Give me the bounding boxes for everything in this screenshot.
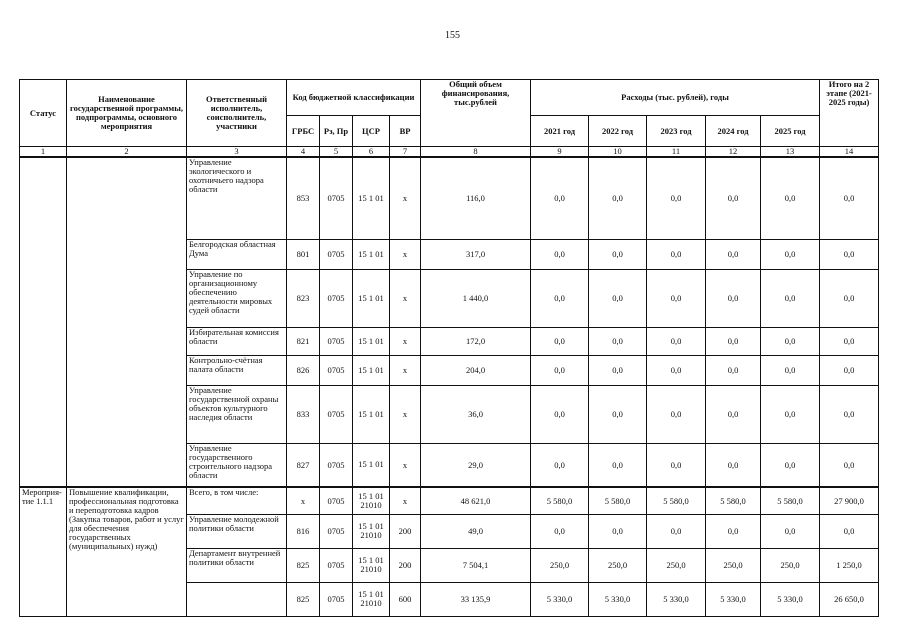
rzpr-cell: 0705: [320, 385, 353, 443]
column-number: 13: [761, 147, 820, 158]
y2024-cell: 0,0: [706, 327, 761, 355]
total-cell: 33 135,9: [421, 582, 531, 616]
y2021-cell: 0,0: [531, 157, 589, 239]
y2023-cell: 0,0: [647, 514, 706, 548]
column-number: 10: [589, 147, 647, 158]
grbs-cell: х: [287, 487, 320, 514]
grbs-cell: 825: [287, 582, 320, 616]
grbs-cell: 826: [287, 355, 320, 385]
header-year-2022: 2022 год: [589, 116, 647, 147]
header-grbs: ГРБС: [287, 116, 320, 147]
rzpr-cell: 0705: [320, 548, 353, 582]
y2021-cell: 0,0: [531, 514, 589, 548]
column-number: 7: [390, 147, 421, 158]
column-number: 8: [421, 147, 531, 158]
header-csr: ЦСР: [353, 116, 390, 147]
executor-cell: Управление государственного строительного надзора области: [187, 443, 287, 487]
vr-cell: х: [390, 157, 421, 239]
csr-cell: 15 1 01 21010: [353, 582, 390, 616]
budget-table: [19, 79, 879, 617]
rzpr-cell: 0705: [320, 327, 353, 355]
total-cell: 172,0: [421, 327, 531, 355]
y2025-cell: 0,0: [761, 157, 820, 239]
total-cell: 116,0: [421, 157, 531, 239]
header-total-financing: Общий объем финансирования, тыс.рублей: [421, 80, 531, 147]
y2023-cell: 0,0: [647, 443, 706, 487]
sum-cell: 0,0: [820, 355, 879, 385]
header-year-2025: 2025 год: [761, 116, 820, 147]
column-number: 3: [187, 147, 287, 158]
executor-cell: Управление молодежной политики области: [187, 514, 287, 548]
csr-cell: 15 1 01: [353, 355, 390, 385]
y2025-cell: 0,0: [761, 385, 820, 443]
executor-cell: Белгородская областная Дума: [187, 239, 287, 269]
header-year-2021: 2021 год: [531, 116, 589, 147]
vr-cell: х: [390, 269, 421, 327]
rzpr-cell: 0705: [320, 514, 353, 548]
grbs-cell: 833: [287, 385, 320, 443]
sum-cell: 0,0: [820, 514, 879, 548]
y2025-cell: 5 580,0: [761, 487, 820, 514]
y2023-cell: 0,0: [647, 269, 706, 327]
column-number: 1: [20, 147, 67, 158]
total-cell: 1 440,0: [421, 269, 531, 327]
name-cell: [67, 157, 187, 487]
y2024-cell: 0,0: [706, 239, 761, 269]
vr-cell: х: [390, 239, 421, 269]
executor-cell: Управление экологического и охотничьего надзора области: [187, 157, 287, 239]
grbs-cell: 816: [287, 514, 320, 548]
csr-cell: 15 1 01: [353, 157, 390, 239]
column-number: 2: [67, 147, 187, 158]
sum-cell: 0,0: [820, 443, 879, 487]
y2022-cell: 0,0: [589, 443, 647, 487]
y2024-cell: 0,0: [706, 269, 761, 327]
header-year-2023: 2023 год: [647, 116, 706, 147]
total-cell: 317,0: [421, 239, 531, 269]
y2025-cell: 0,0: [761, 355, 820, 385]
total-cell: 48 621,0: [421, 487, 531, 514]
y2024-cell: 0,0: [706, 514, 761, 548]
header-rzpr: Рз, Пр: [320, 116, 353, 147]
header-executor: Ответственный исполнитель, соисполнитель, участники: [187, 80, 287, 147]
y2025-cell: 0,0: [761, 443, 820, 487]
csr-cell: 15 1 01 21010: [353, 487, 390, 514]
csr-cell: 15 1 01: [353, 239, 390, 269]
total-cell: 7 504,1: [421, 548, 531, 582]
vr-cell: х: [390, 355, 421, 385]
grbs-cell: 827: [287, 443, 320, 487]
vr-cell: х: [390, 487, 421, 514]
rzpr-cell: 0705: [320, 355, 353, 385]
header-expenses: Расходы (тыс. рублей), годы: [531, 80, 820, 116]
y2025-cell: 0,0: [761, 327, 820, 355]
total-cell: 49,0: [421, 514, 531, 548]
y2025-cell: 0,0: [761, 239, 820, 269]
column-number: 14: [820, 147, 879, 158]
y2021-cell: 0,0: [531, 385, 589, 443]
executor-cell: Управление по организационному обеспечению деятельности мировых судей области: [187, 269, 287, 327]
csr-cell: 15 1 01: [353, 385, 390, 443]
csr-cell: 15 1 01 21010: [353, 514, 390, 548]
executor-cell: Избирательная комиссия области: [187, 327, 287, 355]
y2022-cell: 250,0: [589, 548, 647, 582]
y2023-cell: 5 330,0: [647, 582, 706, 616]
column-number: 12: [706, 147, 761, 158]
table-row: [20, 157, 879, 239]
column-number: 6: [353, 147, 390, 158]
csr-cell: 15 1 01: [353, 443, 390, 487]
grbs-cell: 801: [287, 239, 320, 269]
y2021-cell: 0,0: [531, 239, 589, 269]
rzpr-cell: 0705: [320, 487, 353, 514]
y2024-cell: 0,0: [706, 355, 761, 385]
header-status: Статус: [20, 80, 67, 147]
rzpr-cell: 0705: [320, 443, 353, 487]
y2024-cell: 5 330,0: [706, 582, 761, 616]
column-number-row: [20, 147, 879, 158]
y2021-cell: 0,0: [531, 269, 589, 327]
y2021-cell: 0,0: [531, 355, 589, 385]
executor-cell: [187, 582, 287, 616]
column-number: 11: [647, 147, 706, 158]
y2023-cell: 0,0: [647, 239, 706, 269]
header-name: Наименование государственной программы, подпрограммы, основного мероприятия: [67, 80, 187, 147]
vr-cell: 200: [390, 514, 421, 548]
vr-cell: 200: [390, 548, 421, 582]
y2022-cell: 0,0: [589, 157, 647, 239]
header-vr: ВР: [390, 116, 421, 147]
header-total-stage: Итого на 2 этапе (2021-2025 годы): [820, 80, 879, 147]
rzpr-cell: 0705: [320, 157, 353, 239]
y2021-cell: 0,0: [531, 443, 589, 487]
y2025-cell: 250,0: [761, 548, 820, 582]
rzpr-cell: 0705: [320, 269, 353, 327]
y2024-cell: 0,0: [706, 385, 761, 443]
y2025-cell: 0,0: [761, 514, 820, 548]
total-cell: 36,0: [421, 385, 531, 443]
sum-cell: 0,0: [820, 269, 879, 327]
y2022-cell: 0,0: [589, 514, 647, 548]
y2022-cell: 0,0: [589, 239, 647, 269]
grbs-cell: 825: [287, 548, 320, 582]
sum-cell: 1 250,0: [820, 548, 879, 582]
header-year-2024: 2024 год: [706, 116, 761, 147]
vr-cell: х: [390, 443, 421, 487]
grbs-cell: 821: [287, 327, 320, 355]
status-cell: [20, 157, 67, 487]
sum-cell: 0,0: [820, 327, 879, 355]
y2022-cell: 5 580,0: [589, 487, 647, 514]
header-budget-code: Код бюджетной классификации: [287, 80, 421, 116]
vr-cell: х: [390, 327, 421, 355]
y2022-cell: 0,0: [589, 385, 647, 443]
y2022-cell: 0,0: [589, 269, 647, 327]
name-cell: Повышение квалификации, профессиональная подготовка и переподготовка кадров (Закупка товаров, работ и услуг для обеспечения государственных (муниципальных) нужд): [67, 487, 187, 616]
rzpr-cell: 0705: [320, 239, 353, 269]
y2021-cell: 5 580,0: [531, 487, 589, 514]
y2022-cell: 0,0: [589, 355, 647, 385]
y2021-cell: 5 330,0: [531, 582, 589, 616]
sum-cell: 0,0: [820, 239, 879, 269]
y2025-cell: 5 330,0: [761, 582, 820, 616]
y2023-cell: 5 580,0: [647, 487, 706, 514]
column-number: 5: [320, 147, 353, 158]
column-number: 9: [531, 147, 589, 158]
executor-cell: Департамент внутренней политики области: [187, 548, 287, 582]
y2023-cell: 0,0: [647, 327, 706, 355]
grbs-cell: 853: [287, 157, 320, 239]
executor-cell: Всего, в том числе:: [187, 487, 287, 514]
csr-cell: 15 1 01: [353, 327, 390, 355]
vr-cell: х: [390, 385, 421, 443]
vr-cell: 600: [390, 582, 421, 616]
rzpr-cell: 0705: [320, 582, 353, 616]
y2024-cell: 250,0: [706, 548, 761, 582]
page-number: 155: [445, 30, 460, 41]
csr-cell: 15 1 01 21010: [353, 548, 390, 582]
total-cell: 204,0: [421, 355, 531, 385]
column-number: 4: [287, 147, 320, 158]
sum-cell: 0,0: [820, 157, 879, 239]
y2025-cell: 0,0: [761, 269, 820, 327]
csr-cell: 15 1 01: [353, 269, 390, 327]
y2021-cell: 250,0: [531, 548, 589, 582]
y2024-cell: 5 580,0: [706, 487, 761, 514]
y2023-cell: 250,0: [647, 548, 706, 582]
y2021-cell: 0,0: [531, 327, 589, 355]
sum-cell: 26 650,0: [820, 582, 879, 616]
total-cell: 29,0: [421, 443, 531, 487]
y2023-cell: 0,0: [647, 355, 706, 385]
executor-cell: Управление государственной охраны объектов культурного наследия области: [187, 385, 287, 443]
y2023-cell: 0,0: [647, 157, 706, 239]
y2023-cell: 0,0: [647, 385, 706, 443]
y2022-cell: 5 330,0: [589, 582, 647, 616]
y2024-cell: 0,0: [706, 157, 761, 239]
y2022-cell: 0,0: [589, 327, 647, 355]
sum-cell: 27 900,0: [820, 487, 879, 514]
status-cell: Мероприя-тие 1.1.1: [20, 487, 67, 616]
table-row: [20, 487, 879, 514]
y2024-cell: 0,0: [706, 443, 761, 487]
executor-cell: Контрольно-счётная палата области: [187, 355, 287, 385]
sum-cell: 0,0: [820, 385, 879, 443]
grbs-cell: 823: [287, 269, 320, 327]
